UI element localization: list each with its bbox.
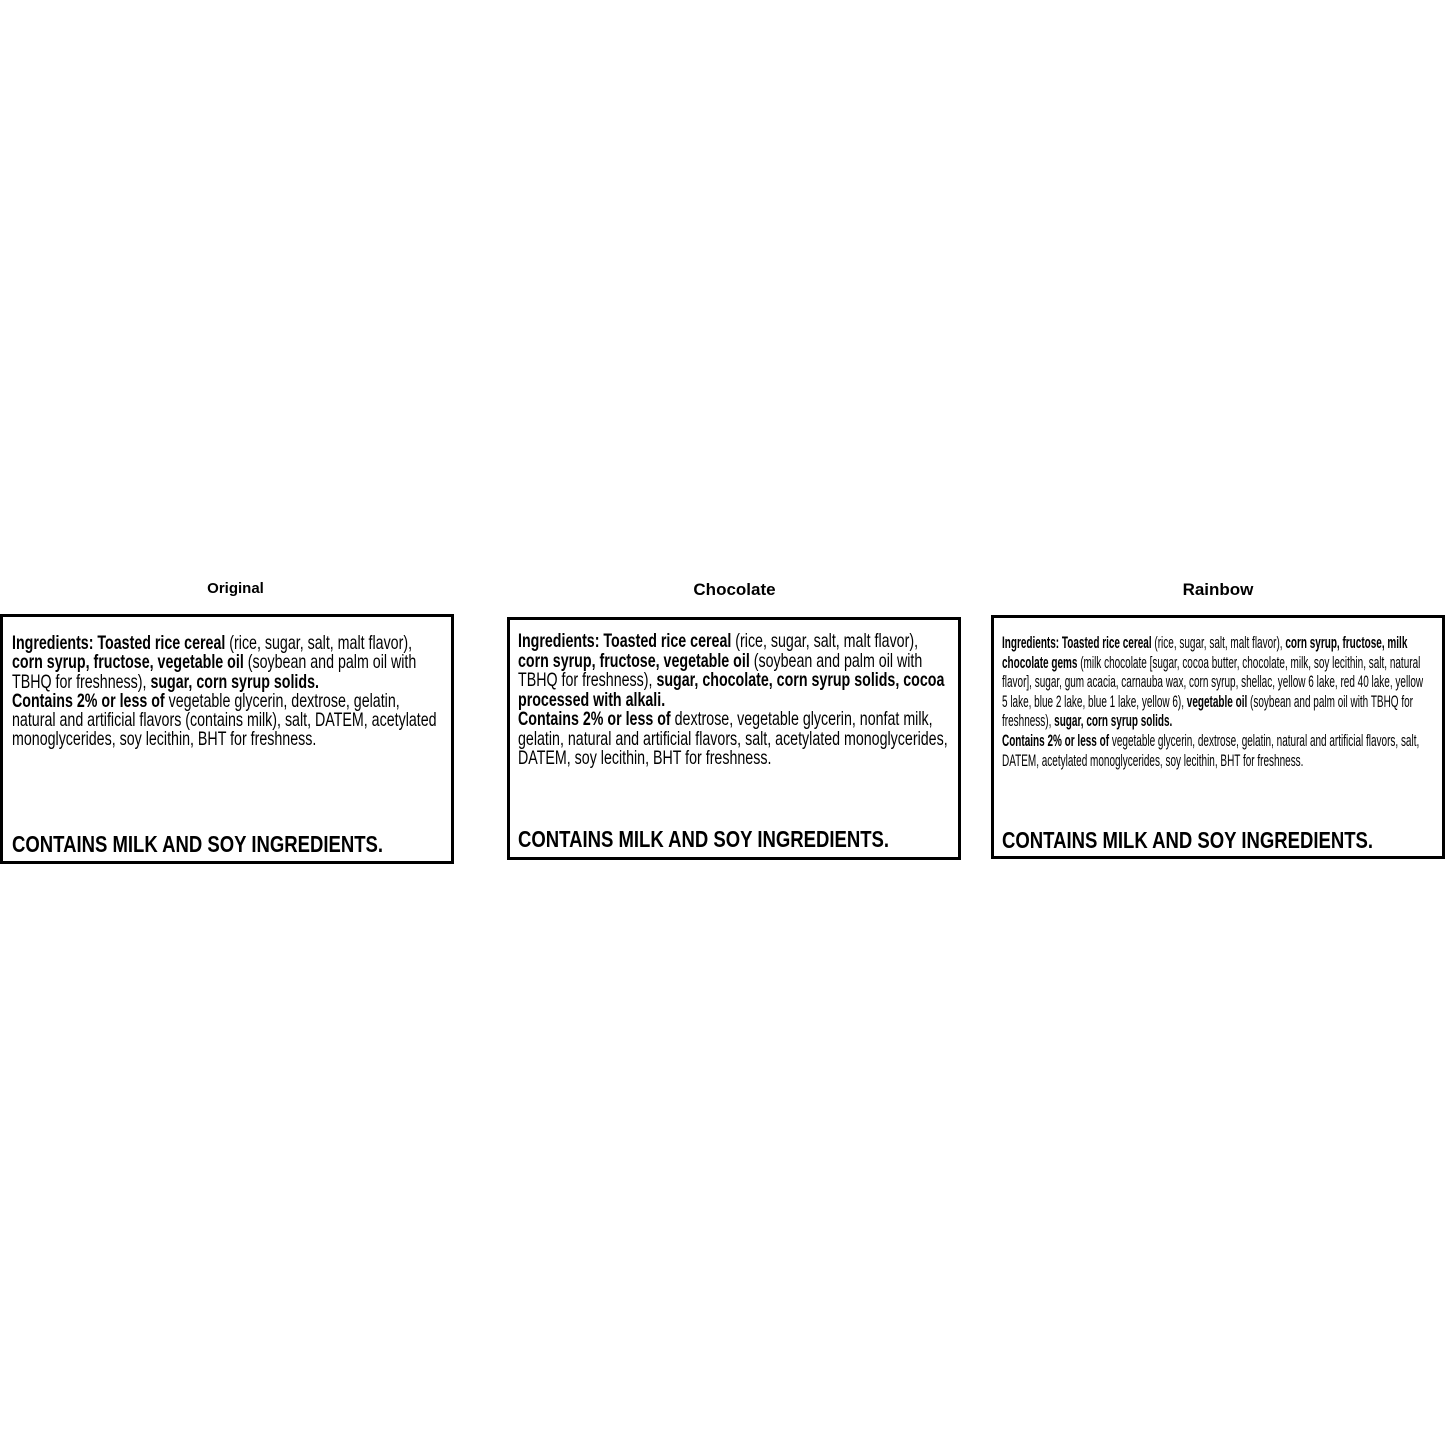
- ingredient-list: [12, 634, 443, 750]
- ingredient-panel-chocolate: [507, 576, 962, 866]
- ingredient-list: [1002, 634, 1429, 771]
- ingredient-bold-1: Toasted rice cereal: [97, 632, 226, 654]
- contains-text: vegetable glycerin, dextrose, gelatin, natural and artificial flavors (contains milk), salt, DATEM, acetylated monoglycerides, soy lecithin, BHT for freshness.: [12, 689, 437, 751]
- ingredient-bold-2: corn syrup, fructose, milk chocolate gems: [1002, 634, 1408, 672]
- ingredient-text-1: (rice, sugar, salt, malt flavor),: [735, 630, 919, 652]
- allergen-statement: CONTAINS MILK AND SOY INGREDIENTS.: [518, 826, 890, 852]
- ingredient-bold-3: vegetable oil: [1186, 692, 1248, 711]
- ingredient-text-1: (rice, sugar, salt, malt flavor),: [1154, 634, 1283, 652]
- contains-text: vegetable glycerin, dextrose, gelatin, natural and artificial flavors, salt, DATEM, acetylated monoglycerides, soy lecithin, BHT for freshness.: [1002, 731, 1420, 770]
- ingredient-text-3: (soybean and palm oil with TBHQ for freshness),: [1002, 692, 1413, 731]
- ingredient-label-box: [0, 614, 454, 864]
- ingredient-bold-4: sugar, corn syrup solids.: [1054, 712, 1173, 731]
- ingredient-panel-original: [0, 576, 455, 866]
- contains-label: Contains 2% or less of: [12, 689, 165, 712]
- contains-text: dextrose, vegetable glycerin, nonfat milk, gelatin, natural and artificial flavors, salt, acetylated monoglycerides, DATEM, soy lecithin, BHT for freshness.: [518, 708, 948, 769]
- ingredient-bold-3: sugar, corn syrup solids.: [150, 670, 319, 693]
- ingredient-list: [518, 632, 952, 769]
- ingredient-text-2: (milk chocolate [sugar, cocoa butter, chocolate, milk, soy lecithin, salt, natural flavor], sugar, gum acacia, carnauba wax, corn syrup, shellac, yellow 6 lake, red 40 lake, yellow 5 lake, blue 2 lake, blue 1 lake, yellow 6),: [1002, 653, 1424, 711]
- allergen-statement: CONTAINS MILK AND SOY INGREDIENTS.: [1002, 827, 1374, 853]
- ingredients-label: Ingredients:: [518, 630, 600, 652]
- ingredient-bold-2: corn syrup, fructose, vegetable oil: [12, 651, 244, 674]
- ingredient-text-2: (soybean and palm oil with TBHQ for freshness),: [518, 649, 923, 691]
- ingredients-label: Ingredients:: [1002, 634, 1060, 652]
- contains-label: Contains 2% or less of: [1002, 731, 1110, 750]
- ingredient-label-box: [507, 617, 961, 860]
- ingredient-bold-1: Toasted rice cereal: [603, 630, 732, 652]
- panel-title: Original: [207, 580, 264, 597]
- contains-label: Contains 2% or less of: [518, 708, 671, 730]
- ingredient-panel-rainbow: [991, 576, 1445, 866]
- ingredient-bold-1: Toasted rice cereal: [1061, 634, 1152, 652]
- ingredient-text-1: (rice, sugar, salt, malt flavor),: [229, 632, 413, 654]
- ingredient-bold-3: sugar, chocolate, corn syrup solids, cocoa processed with alkali.: [518, 669, 945, 711]
- ingredients-label: Ingredients:: [12, 632, 94, 654]
- panel-title: Chocolate: [693, 580, 776, 599]
- ingredient-text-2: (soybean and palm oil with TBHQ for freshness),: [12, 651, 417, 693]
- allergen-statement: CONTAINS MILK AND SOY INGREDIENTS.: [12, 831, 384, 857]
- panel-title: Rainbow: [1182, 580, 1254, 599]
- ingredient-label-box: [991, 615, 1445, 859]
- ingredient-bold-2: corn syrup, fructose, vegetable oil: [518, 649, 750, 672]
